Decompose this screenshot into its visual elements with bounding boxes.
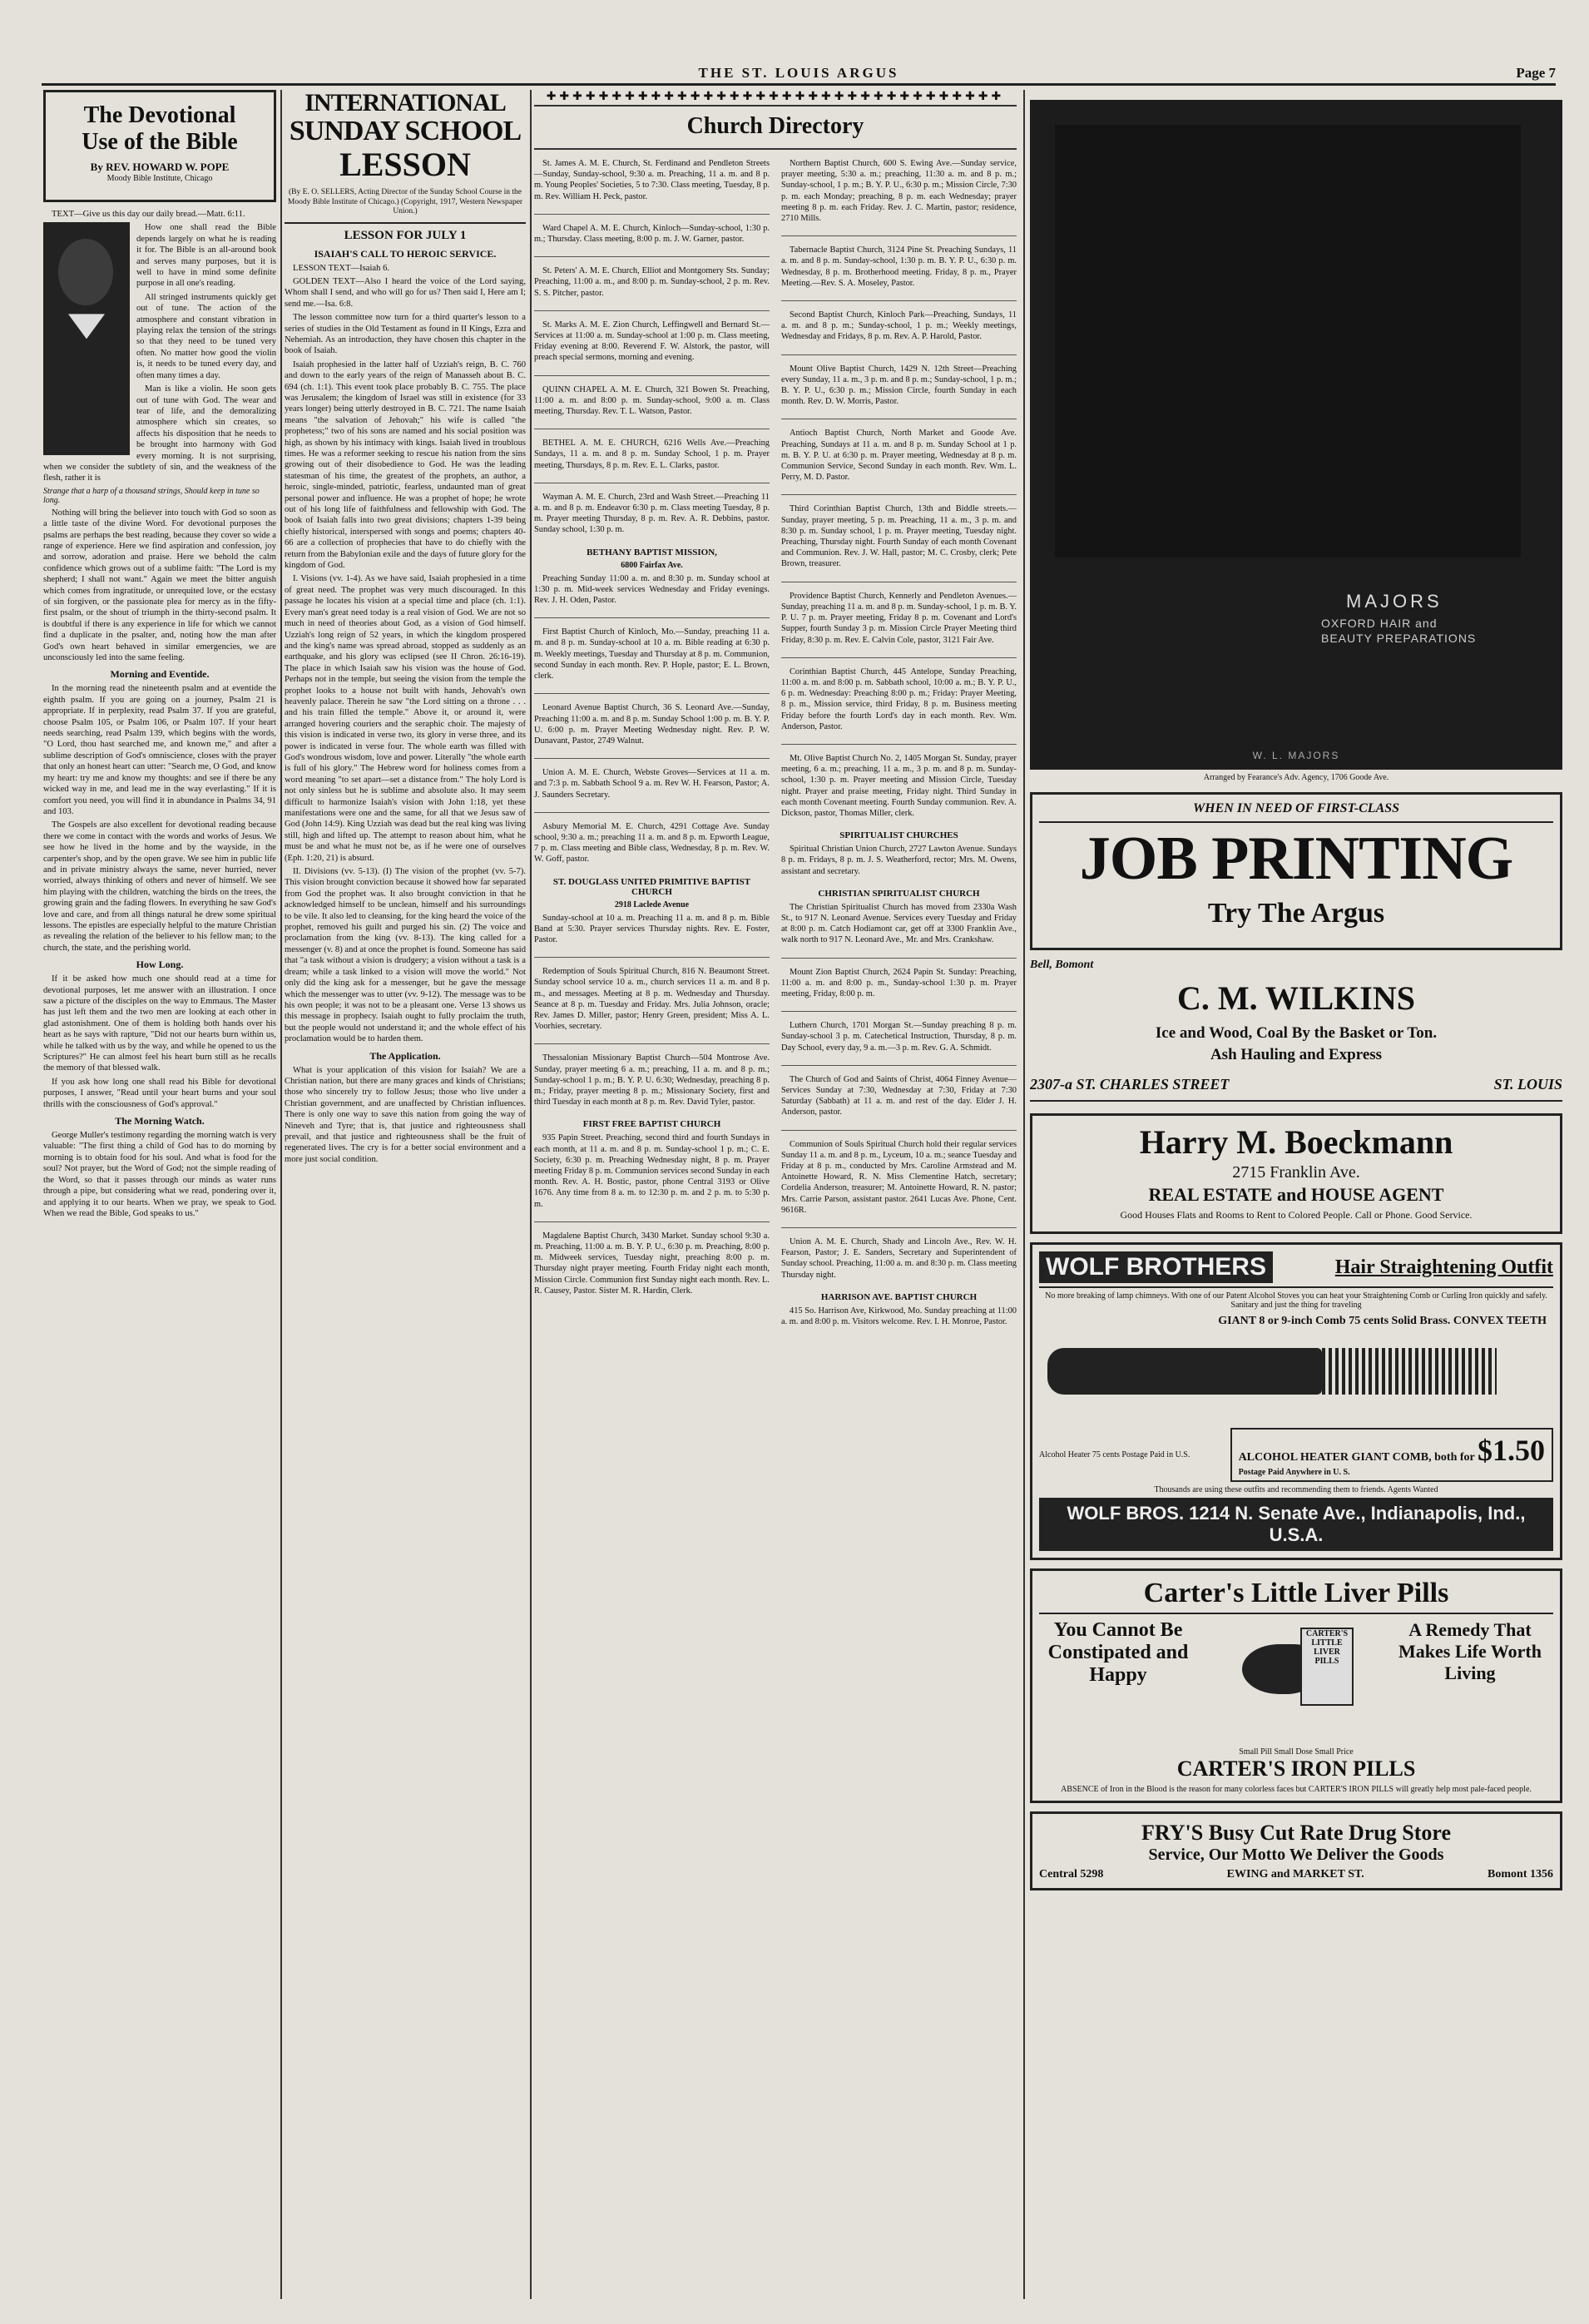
- wilkins-ad: [1030, 959, 1562, 1102]
- church-entry: QUINN CHAPEL A. M. E. Church, 321 Bowen St. Preaching, 11:00 a. m. and 8:00 p. m. Sunday-school, 9:00 a. m. Class meeting, Thursday. Rev. T. L. Watson, Pastor.: [534, 384, 770, 417]
- paragraph: How one shall read the Bible depends largely on what he is reading it for. The Bible is an all-around book and serves many purposes, but it is well to have in mind some definite purpose in all one's reading.: [136, 223, 276, 289]
- church-entry: Sunday-school at 10 a. m. Preaching 11 a. m. and 8 p. m. Bible Band at 5:30. Prayer services Thursday nights. Rev. E. Foster, Pastor.: [534, 913, 770, 944]
- church-address: 6800 Fairfax Ave.: [621, 560, 683, 570]
- price-box: [1230, 1428, 1553, 1482]
- separator: [534, 1043, 770, 1044]
- separator: [534, 256, 770, 257]
- wilkins-city: ST. LOUIS: [1493, 1076, 1562, 1093]
- paragraph: In the morning read the nineteenth psalm and at eventide the eighth psalm. If you are going on a journey, Psalm 21 is appropriate. If in perplexity, read Psalm 37. If you are grateful, choose Psalm 105, or Psalm 106, or Psalm 107. If your heart needs searching, read Psalm 139, which begins with the words, "O Lord, thou hast searched me, and known me," and after a sublime description of God's omniscience, closes with the prayer that only an honest heart can utter: "Search me, O God, and know my heart: try me and know my thoughts: and see if there be any wicked way in me, and lead me in the way everlasting." If it is comfort you need, you will find it in abundance in Psalms 34, 91 and 103.: [43, 684, 276, 816]
- frys-corner: EWING and MARKET ST.: [1226, 1868, 1364, 1881]
- church-entry: Thessalonian Missionary Baptist Church—504 Montrose Ave. Sunday, prayer meeting 6 a. m.; preaching, 11 a. m. and 8 p. m.; Sunday-school 1 p. m.; B. Y. P. U. 6:30; Wednesday, preaching 8 p. m.; Friday, prayer meeting 8 p. m.; Missionary Society, first and third Tuesday in each month at 8 p. m. Rev. David Tyler, pastor.: [534, 1053, 770, 1107]
- church-entry: First Baptist Church of Kinloch, Mo.—Sunday, preaching 11 a. m. and 8 p. m. Sunday-school at 10 a. m. Bible reading at 6:30 p. m. Weekly meetings, Tuesday and Thursday at 8 p. m. Communion, second Sunday in each month. Rev. P. Hople, pastor; E. L. Brown, clerk.: [534, 627, 770, 681]
- wilkins-address-row: [1030, 1076, 1562, 1102]
- church-heading: FIRST FREE BAPTIST CHURCH: [582, 1119, 721, 1130]
- separator: [781, 657, 1017, 658]
- carters-footnote: ABSENCE of Iron in the Blood is the reason for many colorless faces but CARTER'S IRON PILLS will greatly help most pale-faced people.: [1061, 1785, 1532, 1794]
- church-entry: Ward Chapel A. M. E. Church, Kinloch—Sunday-school, 1:30 p. m.; Thursday. Class meeting, 8:00 p. m. J. W. Garner, pastor.: [534, 223, 770, 245]
- subhead: The Application.: [369, 1049, 441, 1062]
- boeckmann-note: Good Houses Flats and Rooms to Rent to Colored People. Call or Phone. Good Service.: [1120, 1209, 1473, 1221]
- church-entry: Luthern Church, 1701 Morgan St.—Sunday preaching 8 p. m. Sunday-school 3 p. m. Catechetical Instruction, Thursday, 8 p. m. Day School, every day, 9 a. m.—3 p. m. Rev. G. A. Schmidt.: [781, 1021, 1017, 1053]
- lesson-date: LESSON FOR JULY 1: [285, 222, 526, 243]
- church-entry: Union A. M. E. Church, Webste Groves—Services at 11 a. m. and 7:3 p. m. Sabbath School 9 a. m. Rev W. H. Fearson, Pastor; A. J. Saunders Secretary.: [534, 768, 770, 800]
- wilkins-line1: Ice and Wood, Coal By the Basket or Ton.: [1155, 1024, 1438, 1042]
- paragraph: George Muller's testimony regarding the morning watch is very valuable: "The first thing a child of God has to do morning by morning is to obtain food for his soul. And what is food for the soul? Not prayer, but the Word of God; not the simple reading of the Word, so that it passes through our minds as water runs through a pipe, but considering what we read, pondering over it, and applying it to our hearts. When we pray, we speak to God. When we read the Bible, God speaks to us.": [43, 1131, 276, 1218]
- church-entry: BETHEL A. M. E. CHURCH, 6216 Wells Ave.—Preaching Sundays, 11 a. m. and 8 p. m. Sunday School, 1 p. m. Prayer meeting, Thursdays, 8 p. m. Rev. E. L. Clarks, pastor.: [534, 439, 770, 470]
- frys-title: FRY'S Busy Cut Rate Drug Store: [1141, 1821, 1451, 1845]
- verse-quote: Strange that a harp of a thousand strings, Should keep in tune so long.: [43, 486, 260, 505]
- separator: [781, 1011, 1017, 1012]
- wilkins-line2: Ash Hauling and Express: [1210, 1046, 1383, 1063]
- ad-illustration: [1055, 125, 1521, 557]
- devotional-byline: By REV. HOWARD W. POPE: [90, 161, 230, 173]
- boeckmann-subtitle: REAL ESTATE and HOUSE AGENT: [1148, 1184, 1444, 1205]
- devotional-headline: [43, 90, 276, 202]
- ss-title-2: SUNDAY SCHOOL: [289, 116, 522, 146]
- directory-left-column: [534, 158, 770, 1339]
- church-entry: Second Baptist Church, Kinloch Park—Preaching, Sundays, 11 a. m. and 8 p. m.; Sunday-school, 1 p. m.; Weekly meetings, Wednesday and Fridays, 8 p. m. Rev. A. P. Harold, Pastor.: [781, 310, 1017, 342]
- wilkins-name: C. M. WILKINS: [1177, 979, 1415, 1017]
- ss-credit: (By E. O. SELLERS, Acting Director of the Sunday School Course in the Moody Bible Institute of Chicago.) (Copyright, 1917, Western Newspaper Union.): [287, 188, 523, 216]
- church-entry: St. Peters' A. M. E. Church, Elliot and Montgomery Sts. Sunday; Preaching, 11:00 a. m., and 8:00 p. m. Sunday-school, 2 p. m. Rev. S. S. Pitcher, pastor.: [534, 266, 770, 298]
- church-heading: CHRISTIAN SPIRITUALIST CHURCH: [818, 888, 980, 899]
- subhead: How Long.: [136, 959, 184, 971]
- church-entry: Communion of Souls Spiritual Church hold their regular services Sunday 11 a. m. and 8 p. m., Lyceum, 10 a. m.; seance Tuesday and Friday at 8 p. m., conducted by Mrs. Caroline Armstead and M. Antoinette Howard, R. N. Miss Clementine Hatch, secretary; Cordelia Anderson, treasurer; M. Antoinette Howard, R. N. pastor; Mrs. Carrie Parson, assistant pastor. 2641 Lucas Ave. Phone, Cent. 9616R.: [781, 1139, 1017, 1215]
- comb-label: GIANT 8 or 9-inch Comb 75 cents Solid Brass. CONVEX TEETH: [1218, 1315, 1547, 1327]
- sunday-school-column: [285, 90, 526, 2299]
- wilkins-phone: Bell, Bomont: [1030, 959, 1094, 971]
- church-entry: Providence Baptist Church, Kennerly and Pendleton Avenues.—Sunday, preaching 11 a. m. and 8 p. m. Sunday-school, 1 p. m. B. Y. P. U. 7 p. m. Prayer meeting, Friday 8 p. m. Covenant and Lord's Supper, fourth Sunday 3 p. m. Mission Circle Prayer Meeting third Friday, 8:30 p. m. Rev. E. Calvin Cole, pastor, 3121 Fair Ave.: [781, 591, 1017, 645]
- church-directory: [534, 90, 1017, 2299]
- church-entry: The Christian Spiritualist Church has moved from 2330a Wash St., to 917 N. Leonard Avenue. Services every Tuesday and Friday at 8:00 p. m. Catch Hodiamont car, get off at 3300 Franklin Ave., walk north to 917 N. Leonard Ave., Mr. and Mrs. Crankshaw.: [781, 902, 1017, 945]
- church-entry: Third Corinthian Baptist Church, 13th and Biddle streets.—Sunday, prayer meeting, 5 p. m. Preaching, 11 a. m., 3 p. m. and 8:30 p. m. Sunday school, 1 p. m. Prayer meeting, Tuesday night. Preaching, Thursday night. Fourth Sunday of each month Covenant and Communion. Rev. J. W. Hall, pastor; M. C. Crosby, clerk; Pete Brown, treasurer.: [781, 504, 1017, 569]
- church-heading: HARRISON AVE. BAPTIST CHURCH: [820, 1291, 978, 1302]
- ss-title-3: LESSON: [339, 146, 471, 183]
- masthead: [42, 65, 1556, 83]
- paragraph: Nothing will bring the believer into touch with God so soon as a little taste of the divine Word. For devotional purposes the psalms are perhaps the best reading, because they cover so wide a range of experience. Here we find aspiration and confession, joy and sorrow, adoration and praise. Here we behold the calm confidence which grows out of a sublime faith: "The Lord is my shepherd; I shall not want." Again we meet the bitter anguish which comes from ingratitude, or unrequited love, or the ecstasy of sin forgiven, or the passionate plea for mercy as in the fifty-first psalm, or the shout of triumph in the thirty-second psalm. It is doubtful if there is any experience in life for which we cannot find a duplicate in the psalter, and, noting how the man after God's own heart behaved in similar emergencies, we are unconsciously led into the same feeling.: [43, 508, 276, 663]
- church-entry: 415 So. Harrison Ave, Kirkwood, Mo. Sunday preaching at 11:00 a. m. and 8:00 p. m. Visitors welcome. Rev. I. H. Monroe, Pastor.: [781, 1306, 1017, 1327]
- subhead: The Morning Watch.: [115, 1115, 205, 1127]
- portrait-collar: [68, 314, 105, 339]
- jp-try: Try The Argus: [1207, 898, 1385, 929]
- paragraph: All stringed instruments quickly get out of tune. The action of the atmosphere and constant vibration in playing relax the tension of the strings so that they need to be tuned very often. No matter how good the violin is, it needs to be tuned every day, and often many times a day.: [136, 292, 276, 380]
- separator: [534, 957, 770, 958]
- paragraph: The Gospels are also excellent for devotional reading because there we come in contact with the words and works of Jesus. We see how he lived in the home and by the wayside, in the carpenter's shop, and by the open grave. We see him in public life and in private ministry always the same, never hurried, never worried, always thinking of others and never of himself. We see him playing with the children, watching the birds on the trees, the growing grain and the fading flowers. In everything he saw God's love and care, and from all things natural he drew some spiritual lessons. The epistles are especially helpful to the mature Christian as revealing the relation of the believer to his fellow man; to the church, the state, and the perishing world.: [43, 820, 276, 953]
- carters-title: Carter's Little Liver Pills: [1039, 1578, 1553, 1614]
- separator: [534, 812, 770, 813]
- frys-ad: [1030, 1811, 1562, 1890]
- wolf-fine-print: No more breaking of lamp chimneys. With one of our Patent Alcohol Stoves you can heat your Straightening Comb or Curling Iron quickly and safely. Sanitary and just the thing for traveling: [1045, 1291, 1547, 1310]
- carters-right: A Remedy That Makes Life Worth Living: [1398, 1619, 1542, 1683]
- heater-label: Alcohol Heater 75 cents Postage Paid in U.S.: [1039, 1450, 1191, 1459]
- separator: [781, 494, 1017, 495]
- church-entry: Mt. Olive Baptist Church No. 2, 1405 Morgan St. Sunday, prayer meeting, 6 a. m.; preaching, 11 a. m., 3 p. m. and 8 p. m. Sunday-school, 1:30 p. m. Prayer meeting and Mission Circle, Tuesday night. Prayer and praise meeting, Friday night. Third Sunday in each month Covenant meeting. Fourth Sunday communion. Rev. A. Dickson, pastor, Thomas Miller, clerk.: [781, 753, 1017, 818]
- paragraph: I. Visions (vv. 1-4). As we have said, Isaiah prophesied in a time of great need. The prophet was very much discouraged. In this passage he locates his vision at a special time and place (ch. 1:1). Every man's great need today is a real vision of God. We are not so much in need of theories about God, as a vision of God himself. Uzziah's long reign of 52 years, in which the kingdom prospered and the king's name was spread abroad, stopped as suddenly as an earthquake, and his glory was eclipsed (see II Chron. 26:16-19). The place in which Isaiah saw his vision was the house of God. Perhaps not in the temple, but seeing the vision from the temple the prophet looks to a house not built with hands, Jehovah's own heavenly palace. Therein he saw "the Lord sitting on a throne . . . and his train filled the temple." Above it, or around it, were arranged hovering couriers and the seraphic choir. The majesty of this vision is indicated in verse two, its glory in verse three, and its power is indicated in verse four. The whole earth was filled with God's wondrous wisdom, love and power. Literally "the whole earth is full of his glory." The Hebrew word for holiness comes from a word meaning "to set apart—set a distance from." The holy Lord is not only sinless but he is sublime and absolute also. It may seem difficult to harmonize Isaiah's vision with John 1:18, yet these manifestations were one and the same, for all that we Jesus saw of God (John 14:9). King Uzziah was dead but the real king was living still, high and lifted up. The attempt to reason about him, what he must be and what he must not be, as if he were one of ourselves (Eph. 1:20, 21) is absurd.: [285, 574, 526, 863]
- comb-illustration: [1039, 1315, 1553, 1423]
- church-entry: Corinthian Baptist Church, 445 Antelope, Sunday Preaching, 11:00 a. m. and 8:00 p. m. Sabbath school, 10:00 a. m.; B. Y. P. U., 6 p. m. Wednesday: Preaching 8:00 p. m.; Friday: Prayer Meeting, 8 p. m., Mission service, third Friday, 8 p. m. Business meeting Friday before the fourth Lord's day in each month. Rev. Wm. Anderson, Pastor.: [781, 666, 1017, 731]
- boeckmann-name: Harry M. Boeckmann: [1139, 1123, 1453, 1161]
- church-entry: St. James A. M. E. Church, St. Ferdinand and Pendleton Streets—Sunday, Sunday-school, 9:30 a. m. Preaching, 11 a. m. and 8 p. m. Young Peoples' Societies, 5 to 7:30. Class meeting, Tuesday, 8 p. m. Rev. William H. Peck, pastor.: [534, 159, 770, 201]
- masthead-title: THE ST. LOUIS ARGUS: [698, 65, 899, 81]
- paragraph: II. Divisions (vv. 5-13). (I) The vision of the prophet (vv. 5-7). This vision brought conviction because it showed how far separated from God the prophet was. It also brought conviction in that he acknowledged himself to be unclean, himself and his surroundings to be vile. It also led to cleansing, for the king heard the voice of the prophet, removed his guilt and purged his sin. (2) The voice and proclamation from the king (vv. 8-13). The king called for a messenger (v. 8) and at once the prophet is found. Someone has said that "a task without a vision is drudgery; a vision without a task is a dream; while a task linked to a vision will move the world." Not only did the king ask for a messenger, but he gave the message which the messenger was to utter (vv. 9-12). The message was to be his own people; it was not to be a pleasant one. Verse 13 shows us this message in prophecy. Isaiah ought to fully proclaim the truth, but the people would not understand it; and the whole effect of his proclamation would be to harden them.: [285, 867, 526, 1044]
- church-entry: Wayman A. M. E. Church, 23rd and Wash Street.—Preaching 11 a. m. and 8 p. m. Endeavor 6:30 p. m. Class meeting Tuesday, 8 p. m. Prayer meeting Thursday, 8 p. m. Rev. A. R. Debbins, pastor. Sunday school, 1:30 p. m.: [534, 492, 770, 535]
- church-entry: Redemption of Souls Spiritual Church, 816 N. Beaumont Street. Sunday school service 10 a. m., church services 11 a. m. and 8 p. m., and messages. Meeting at 8 p. m. Wednesday and Thursday. Seance at 8 p. m. Tuesday and Friday. Mrs. Julia Johnson, oracle; Rev. James D. Miller, pastor; Henry Green, president; Miss A. L. Voorhies, secretary.: [534, 967, 770, 1032]
- author-portrait: [43, 222, 130, 455]
- church-entry: Mount Zion Baptist Church, 2624 Papin St. Sunday: Preaching, 11:00 a. m. and 8:00 p. m., Sunday-school 1:30 p. m. Prayer meeting, Friday, 8:00 p. m.: [781, 967, 1017, 998]
- church-entry: Tabernacle Baptist Church, 3124 Pine St. Preaching Sundays, 11 a. m. and 8 p. m. Sunday-school, 1:30 p. m. B. Y. P. U., 6:30 p. m. Wednesday, 8 p. m. Brotherhood meeting. Friday, 8 p. m., Prayer Meeting.—Rev. S. A. Moseley, Pastor.: [781, 245, 1017, 288]
- devotional-title-1: The Devotional: [83, 102, 236, 128]
- boeckmann-ad: [1030, 1113, 1562, 1234]
- church-entry: Asbury Memorial M. E. Church, 4291 Cottage Ave. Sunday school, 9:30 a. m.; preaching 11 a. m. and 8 p. m. Epworth League, 7 p. m. Class meeting and Bible class, Wednesday, 8 p. m. Rev. W. W. Goff, pastor.: [534, 821, 770, 865]
- star-border: ✚✚✚✚✚✚✚✚✚✚✚✚✚✚✚✚✚✚✚✚✚✚✚✚✚✚✚✚✚✚✚✚✚✚✚: [534, 90, 1017, 107]
- lesson-text: LESSON TEXT—Isaiah 6.: [293, 263, 390, 273]
- jp-tagline: WHEN IN NEED OF FIRST-CLASS: [1039, 801, 1553, 823]
- column-rule: [280, 90, 282, 2299]
- separator: [534, 758, 770, 759]
- pill-box-icon: CARTER'S LITTLE LIVER PILLS: [1300, 1628, 1354, 1706]
- column-rule: [530, 90, 532, 2299]
- carters-ad: [1030, 1568, 1562, 1803]
- church-address: 2918 Laclede Avenue: [614, 899, 690, 909]
- wolf-name: WOLF BROTHERS: [1039, 1251, 1273, 1283]
- church-entry: Northern Baptist Church, 600 S. Ewing Ave.—Sunday service, prayer meeting, 5:30 a. m.; preaching, 11:30 a. m. and 8 p. m.; Sunday-school, 1 p. m.; B. Y. P. U., 6:30 p. m.; Mission Circle, 7:30 p. m. each Monday; preaching, 8 p. m. each Wednesday; prayer meeting 8 p. m. each Friday. Rev. J. C. Martin, pastor; residence, 2710 Mills.: [781, 159, 1017, 224]
- directory-right-column: [781, 158, 1017, 1339]
- paragraph: If you ask how long one shall read his Bible for devotional purposes, I answer, "Read until your heart burns and your soul thrills with the consciousness of God's approval.": [43, 1077, 276, 1109]
- carters-small: Small Pill Small Dose Small Price: [1239, 1747, 1354, 1757]
- comb-teeth: [1322, 1348, 1497, 1395]
- church-entry: Union A. M. E. Church, Shady and Lincoln Ave., Rev. W. H. Fearson, Pastor; J. E. Sanders, Secretary and Superintendent of Sunday school. Preaching, 11:00 a. m. and 8:30 p. m. Class meeting Thursday night.: [781, 1237, 1017, 1280]
- wolf-agents: Thousands are using these outfits and recommending them to friends. Agents Wanted: [1154, 1485, 1438, 1494]
- portrait-face: [58, 239, 113, 305]
- separator: [781, 354, 1017, 355]
- church-entry: Leonard Avenue Baptist Church, 36 S. Leonard Ave.—Sunday, Preaching 11:00 a. m. and 8 p. m. Sunday School 1:00 p. m. B. Y. P. U. 6:00 p. m. Prayer Meeting Wednesday night. Rev. P. W. Dunavant, Pastor, 2749 Walnut.: [534, 703, 770, 746]
- job-printing-ad: [1030, 792, 1562, 950]
- paragraph: Isaiah prophesied in the latter half of Uzziah's reign, B. C. 760 and down to the early years of the reign of Manasseh about B. C. 694 (ch. 1:1). This event took place probably B. C. 755. The place was Jerusalem; the kingdom of Israel was still in existence (for 33 years longer) being utterly destroyed in B. C. 721. The name Isaiah means "the salvation of Jehovah;" his wife is called "the prophetess;" two of his sons are named and his social position was high, as shown by his intimacy with kings. Isaiah lived in troublous times. He was a reformer seeking to rescue his nation from the sins growing out of their disobedience to God. He was the leading statesman of his time, the greatest of the prophets, an author, a heroic, single-minded, patriotic, fearless, undaunted man of great personal power and influence. He was a prophet of hope; he wrote out of his long life of faithfulness and fellowship with God. The book of Isaiah falls into two great divisions; chapters 1-39 being chiefly historical, interspersed with songs and poems; chapters 40-66 are a collection of prophecies that have to do chiefly with the return from the Babylonian exile and the days of future glory for the kingdom of God.: [285, 359, 526, 571]
- devotional-affiliation: Moody Bible Institute, Chicago: [106, 174, 213, 183]
- church-entry: Preaching Sunday 11:00 a. m. and 8:30 p. m. Sunday school at 1:30 p. m. Mid-week services Wednesday and Friday evenings. Rev. J. H. Oden, Pastor.: [534, 573, 770, 606]
- price: $1.50: [1478, 1434, 1545, 1467]
- paragraph: Man is like a violin. He soon gets out of tune with God. The wear and tear of life, and the demoralizing atmosphere which sin creates, so affects his disposition that he needs to be brought into harmony with God every morning. It is not surprising, when we consider the subtlety of sin, and the weakness of the flesh, rather it is: [43, 384, 276, 483]
- church-entry: The Church of God and Saints of Christ, 4064 Finney Avenue—Services Sunday at 7:30, Wednesday at 7:30, Friday at 7:30 Saturday (Sabbath) at 11 a. m. and rest of the day. Elder J. H. Anderson, pastor.: [781, 1074, 1017, 1117]
- comb-handle: [1047, 1348, 1322, 1395]
- ad-credit: Arranged by Fearance's Adv. Agency, 1706 Goode Ave.: [1203, 773, 1389, 782]
- devotional-text-quote: TEXT—Give us this day our daily bread.—Matt. 6:11.: [52, 210, 245, 219]
- church-entry: St. Marks A. M. E. Zion Church, Leffingwell and Bernard St.—Services at 11:00 a. m. Sunday-school at 1:00 p. m. Class meeting, Friday evening at 8:00. Reverend F. W. Alstork, the pastor, will preach special sermons, morning and evening.: [534, 320, 770, 363]
- church-heading: ST. DOUGLASS UNITED PRIMITIVE BAPTIST CHURCH: [552, 876, 751, 897]
- church-entry: Spiritual Christian Union Church, 2727 Lawton Avenue. Sundays 8 p. m. Fridays, 8 p. m. J. S. Weatherford, rector; Mrs. M. Owens, assistant and secretary.: [781, 845, 1017, 876]
- separator: [534, 214, 770, 215]
- church-heading: BETHANY BAPTIST MISSION,: [587, 547, 717, 557]
- wolf-brothers-ad: [1030, 1242, 1562, 1560]
- separator: [534, 693, 770, 694]
- majors-advertisement: [1030, 100, 1562, 770]
- church-heading: SPIRITUALIST CHURCHES: [839, 830, 958, 841]
- separator: [781, 235, 1017, 236]
- church-entry: 935 Papin Street. Preaching, second third and fourth Sundays in each month, at 11 a. m. and 8 p. m. Sunday-school 1 p. m.; C. E. Society, 6:30 p. m. Preaching Wednesday night, 8 p. m. Prayer meeting Friday 8 p. m. Communion services second Sunday in each month. Rev. A. H. Bostic, pastor, phone Central 3193 or Olive 1676. Any time from 8 a. m. to 12:30 p. m. and 2 p. m. to 5:30 p. m.: [534, 1133, 770, 1209]
- combo-label: ALCOHOL HEATER GIANT COMB, both for: [1238, 1451, 1475, 1464]
- bird-illustration: [1225, 1619, 1359, 1744]
- carters-iron: CARTER'S IRON PILLS: [1176, 1757, 1416, 1781]
- frys-phone-1: Central 5298: [1039, 1868, 1104, 1881]
- separator: [534, 310, 770, 311]
- separator: [781, 300, 1017, 301]
- wolf-price-row: [1039, 1428, 1553, 1482]
- golden-text: GOLDEN TEXT—Also I heard the voice of the Lord saying, Whom shall I send, and who will go for us? Then said I, Here am I; send me.—Isa. 6:8.: [285, 276, 526, 309]
- church-entry: Antioch Baptist Church, North Market and Goode Ave. Preaching, Sundays at 11 a. m. and 8 p. m. Sunday School at 1 p. m. B. Y. P. U. at 6:30 p. m. Prayer meeting, Wednesday at 8 p. m. Communion Service, Second Sunday in each month. Rev. Wm. L. Perry, M. D. Pastor.: [781, 429, 1017, 483]
- paragraph: If it be asked how much one should read at a time for devotional purposes, let me answer with an illustration. I once saw a picture of the disciples on the way to Emmaus. The Master has just left them and the two men are looking at each other in glad astonishment. One of them is holding both hands over his heart as he says with rapture, "Did not our hearts burn within us, while he talked with us by the way, and while he opened to us the Scriptures?" He can almost feel his heart burn still as he recalls the memory of that blessed walk.: [43, 974, 276, 1073]
- separator: [534, 617, 770, 618]
- separator: [781, 1130, 1017, 1131]
- church-entry: Mount Olive Baptist Church, 1429 N. 12th Street—Preaching every Sunday, 11 a. m., 3 p. m. and 8 p. m.; Sunday-school, 1 p. m.; B. Y. P. U., 6:30 p. m.; Mission Circle, fourth Sunday in each month. Rev. D. W. Morris, Pastor.: [781, 364, 1017, 407]
- frys-subtitle: Service, Our Motto We Deliver the Goods: [1148, 1846, 1444, 1864]
- ss-title-1: INTERNATIONAL: [304, 90, 506, 116]
- devotional-column: [43, 90, 276, 2299]
- frys-phone-2: Bomont 1356: [1488, 1868, 1553, 1881]
- separator: [534, 375, 770, 376]
- sunday-school-headline: [285, 90, 526, 183]
- wolf-address: WOLF BROS. 1214 N. Senate Ave., Indianapolis, Ind., U.S.A.: [1039, 1498, 1553, 1551]
- majors-brand: MAJORS: [1346, 591, 1443, 612]
- lesson-title: ISAIAH'S CALL TO HEROIC SERVICE.: [314, 247, 497, 260]
- wolf-product: Hair Straightening Outfit: [1334, 1256, 1553, 1278]
- masthead-rule: [42, 83, 1556, 86]
- paragraph: The lesson committee now turn for a third quarter's lesson to a series of studies in the Old Testament as found in II Kings, Ezra and Nehemiah. As an introduction, they have chosen this chapter in the book of Isaiah.: [285, 313, 526, 356]
- majors-line1: OXFORD HAIR and: [1321, 617, 1438, 630]
- boeckmann-address: 2715 Franklin Ave.: [1232, 1163, 1360, 1182]
- church-entry: Magdalene Baptist Church, 3430 Market. Sunday school 9:30 a. m. Preaching, 11:00 a. m. B. Y. P. U., 6:30 p. m. Preaching, 8:00 p. m. Midweek services, Tuesday night, preaching 8:00 p. m. Thursday night prayer meeting. Fourth Friday night each month, Mission Circle. Communion first Sunday night each month. Rev. L. R. Causey, Pastor. Sister M. R. Hardin, Clerk.: [534, 1231, 770, 1296]
- separator: [781, 744, 1017, 745]
- separator: [781, 1227, 1017, 1228]
- column-rule: [1023, 90, 1025, 2299]
- carters-left: You Cannot Be Constipated and Happy: [1047, 1619, 1189, 1686]
- separator: [781, 958, 1017, 959]
- devotional-title-2: Use of the Bible: [82, 129, 238, 155]
- church-directory-title: Church Directory: [534, 113, 1017, 150]
- separator: [534, 1221, 770, 1222]
- subhead: Morning and Eventide.: [110, 668, 210, 681]
- majors-line2: BEAUTY PREPARATIONS: [1321, 632, 1477, 645]
- jp-headline: JOB PRINTING: [1079, 825, 1513, 893]
- majors-footer: W. L. MAJORS: [1252, 750, 1340, 761]
- wilkins-address: 2307-a ST. CHARLES STREET: [1030, 1076, 1230, 1093]
- price-note: Postage Paid Anywhere in U. S.: [1238, 1468, 1350, 1477]
- page-number: Page 7: [1516, 65, 1556, 81]
- majors-subtitle: [1321, 616, 1476, 646]
- paragraph: What is your application of this vision for Isaiah? We are a Christian nation, but there are many graces and kinds of Christians; those who sincerely try to follow Jesus; those who live under a Christian government, and are unaffected by Christian influences. There is only one way to save this nation from going the way of Nineveh and Tyre; that is, that justice and righteousness shall prevail, and that justice and righteousness shall be the fruit of regenerated lives. The cry is for a better social environment and a more just social condition.: [285, 1065, 526, 1164]
- ads-column: [1030, 90, 1562, 2299]
- separator: [781, 1065, 1017, 1066]
